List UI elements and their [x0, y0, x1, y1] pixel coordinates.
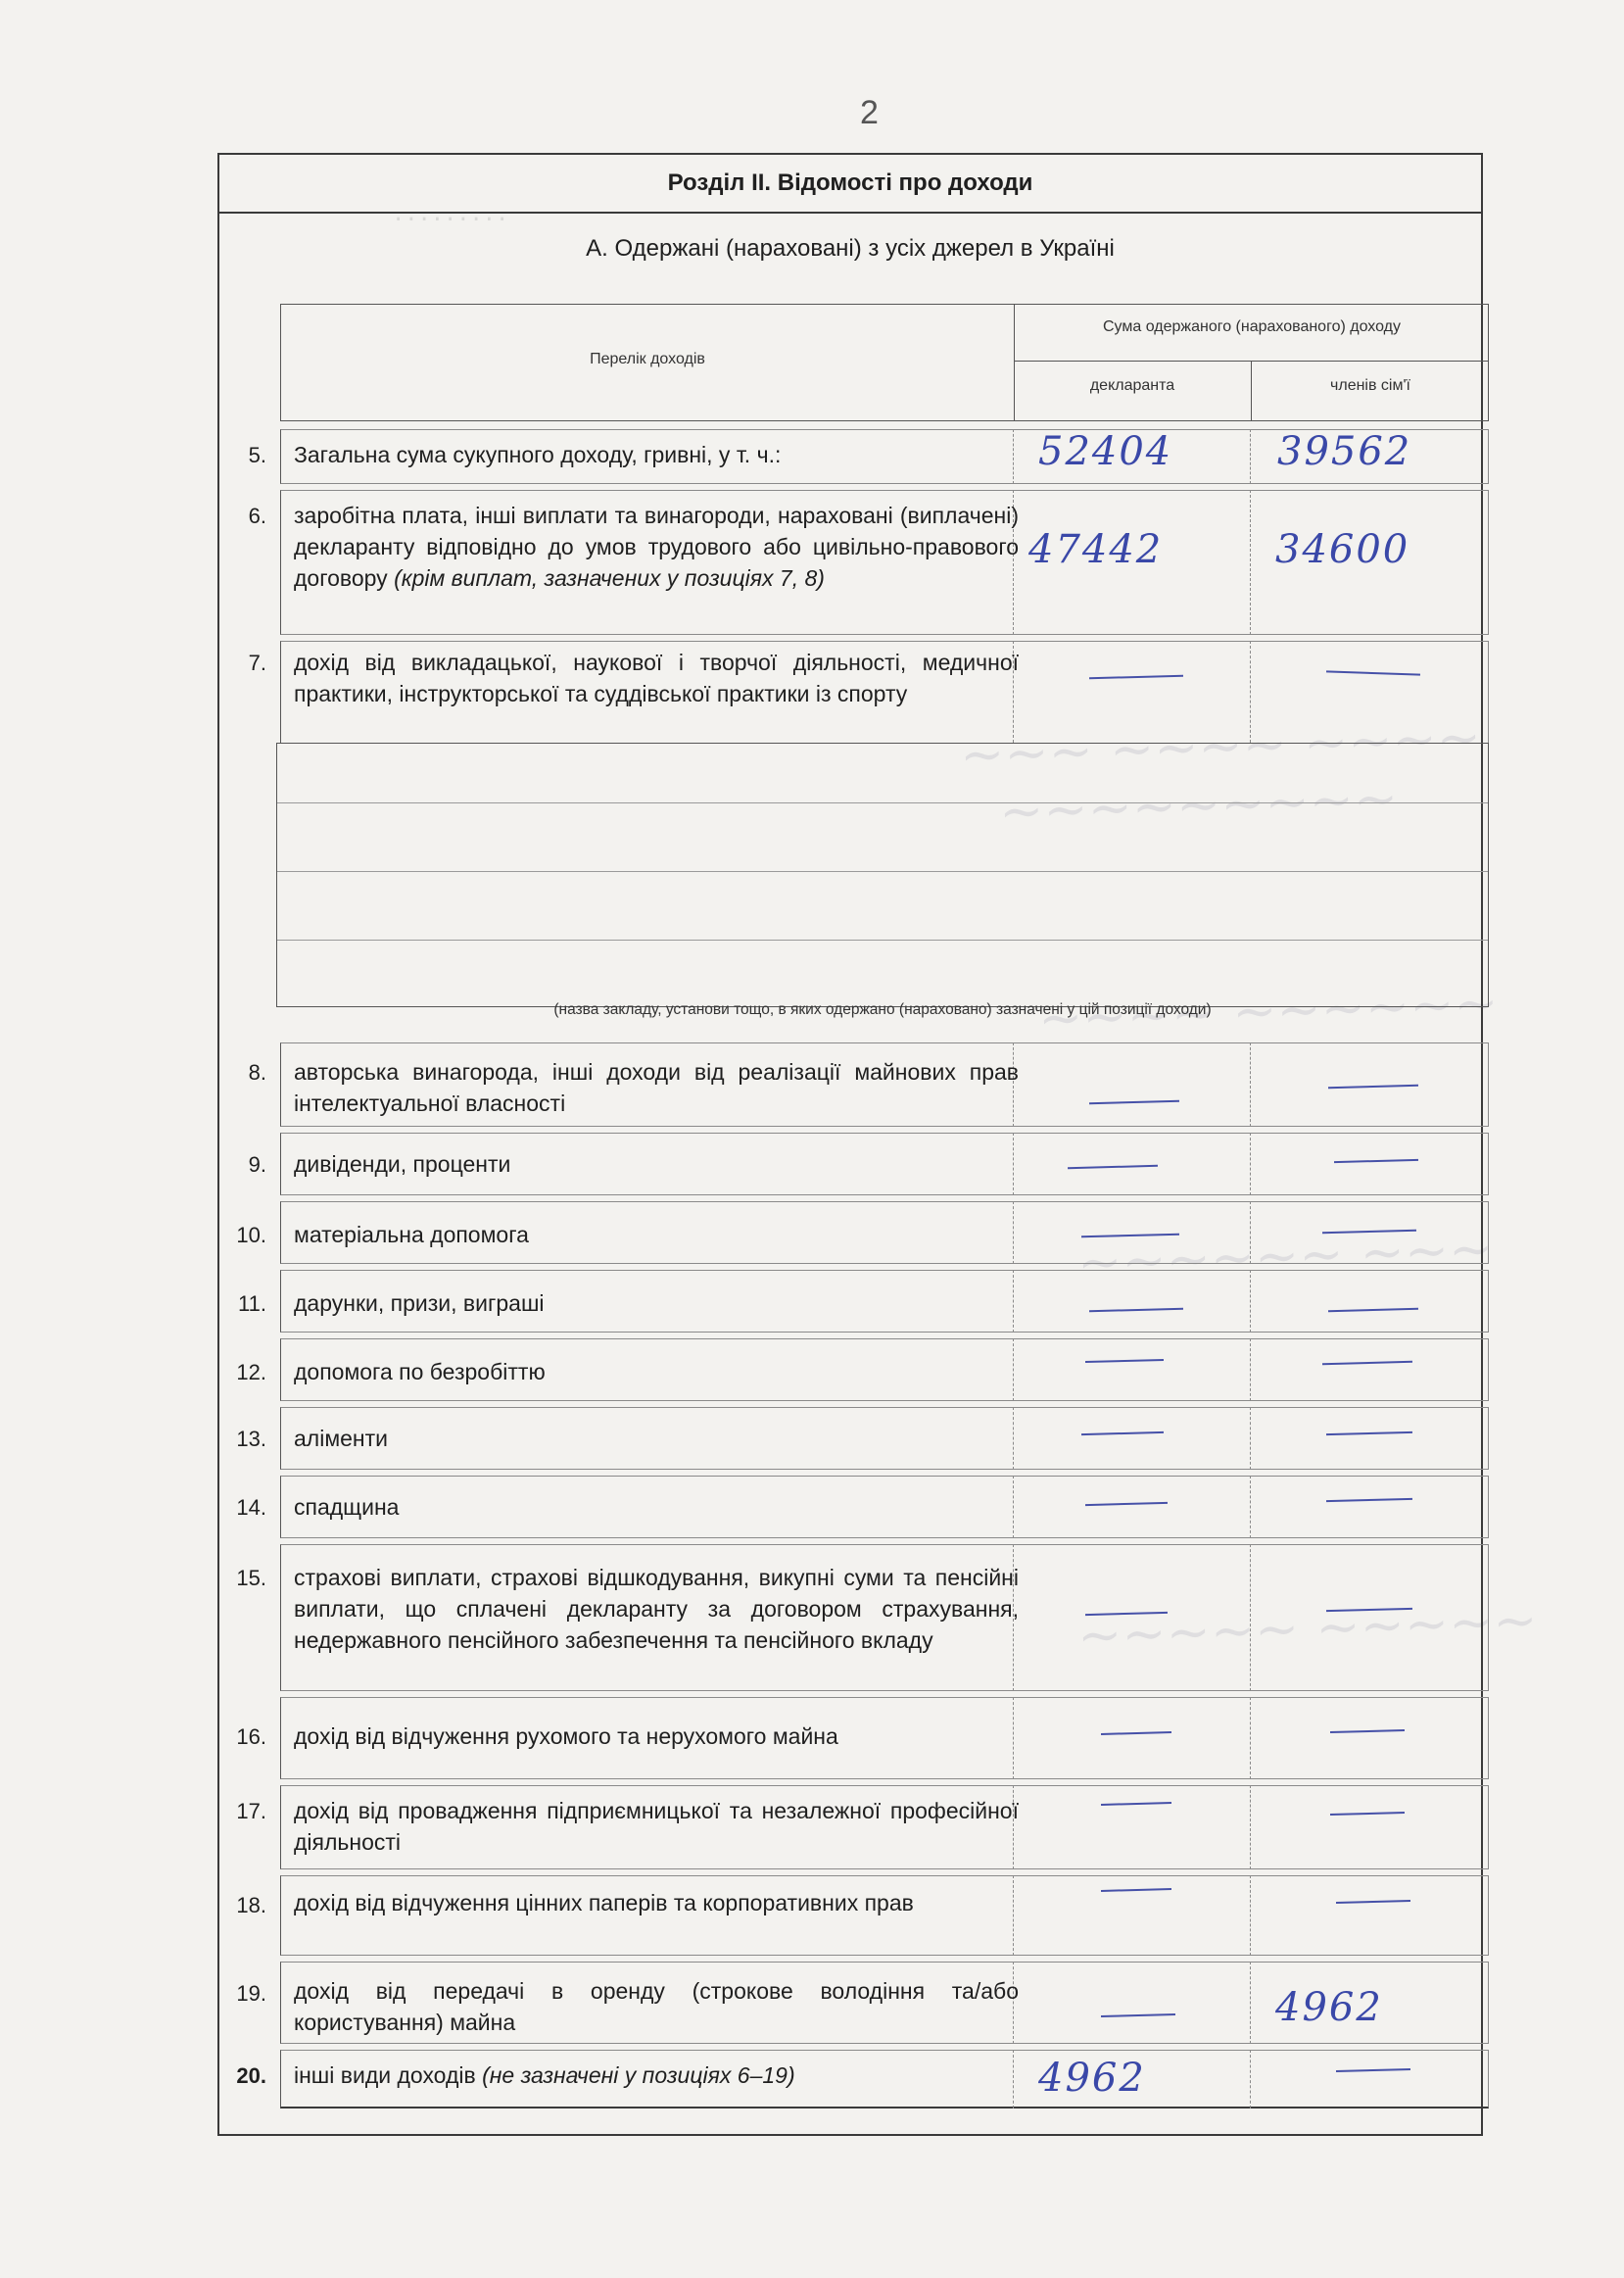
row-number: 13.	[236, 1427, 266, 1451]
section-title: Розділ ІІ. Відомості про доходи	[219, 155, 1481, 214]
table-row	[219, 1875, 1489, 1956]
row-label: спадщина	[294, 1494, 400, 1520]
col-sep	[1250, 1476, 1251, 1538]
row-label: дарунки, призи, виграші	[294, 1290, 545, 1316]
table-row	[219, 1338, 1489, 1401]
row-number: 6.	[248, 504, 266, 528]
table-row	[219, 1133, 1489, 1195]
col-sep	[1250, 1785, 1251, 1869]
bleed-through-handwriting: ~~~~ ~~~~~~	[1037, 971, 1500, 1050]
row-label-note: (не зазначені у позиціях 6–19)	[482, 2062, 795, 2088]
bleed-through-handwriting: ~~~~~ ~~~~~	[1076, 1588, 1539, 1668]
table-row	[219, 641, 1489, 743]
row-label: дивіденди, проценти	[294, 1151, 511, 1177]
amount-header: Сума одержаного (нарахованого) доходу	[1102, 318, 1401, 335]
col-sep	[1250, 1201, 1251, 1264]
col-sep	[1250, 490, 1251, 635]
table-header	[280, 304, 1489, 421]
col-sep	[1250, 429, 1251, 484]
col-sep	[1250, 1042, 1251, 1127]
row-label: матеріальна допомога	[294, 1222, 529, 1247]
row-number: 8.	[248, 1060, 266, 1085]
institution-line	[277, 802, 1488, 803]
row-number: 5.	[248, 443, 266, 467]
institution-line	[277, 871, 1488, 872]
col-sep	[1250, 1338, 1251, 1401]
table-row	[219, 1407, 1489, 1470]
family-value: 34600	[1275, 527, 1410, 572]
table-row	[219, 490, 1489, 635]
row-number: 7.	[248, 651, 266, 675]
institution-caption: (назва закладу, установи тощо, в яких одержано (нараховано) зазначені у цій позиції доходи)	[553, 1001, 1212, 1018]
row-label	[294, 500, 1019, 594]
row-number: 18.	[236, 1893, 266, 1917]
col-sep	[1250, 1407, 1251, 1470]
subsection-title: А. Одержані (нараховані) з усіх джерел в Україні	[586, 235, 1115, 262]
row-number: 12.	[236, 1360, 266, 1384]
col-sep	[1250, 1962, 1251, 2044]
table-row	[219, 1476, 1489, 1538]
family-value: 4962	[1275, 1985, 1383, 2030]
row-label: дохід від передачі в оренду (строкове володіння та/або користування) майна	[294, 1978, 1019, 2035]
row-number: 17.	[236, 1799, 266, 1823]
table-row	[219, 1697, 1489, 1779]
institution-name-box	[276, 743, 1489, 1007]
col-sep	[1250, 1875, 1251, 1956]
row-number: 9.	[248, 1152, 266, 1177]
row-label: дохід від відчуження рухомого та нерухомого майна	[294, 1723, 838, 1749]
row-label-text: заробітна плата, інші виплати та винагороди, нараховані (виплачені) декларанту відповідно до умов трудового або цивільно-правового договору	[294, 503, 1019, 591]
row-number: 14.	[236, 1495, 266, 1520]
row-label: дохід від провадження підприємницької та незалежної професійної діяльності	[294, 1798, 1019, 1855]
col-sep	[1250, 1270, 1251, 1333]
row-label: дохід від відчуження цінних паперів та корпоративних прав	[294, 1890, 914, 1915]
family-header: членів сім'ї	[1330, 377, 1410, 394]
declarant-value: 47442	[1028, 527, 1164, 572]
family-value: 39562	[1277, 429, 1412, 474]
declarant-header: декларанта	[1089, 377, 1175, 394]
table-row	[219, 1042, 1489, 1127]
bleed-through-handwriting: ~~~ ~~~~ ~~~~	[959, 705, 1482, 787]
bleed-through-text: ·········	[392, 208, 509, 232]
col-sep	[1250, 1544, 1251, 1691]
page-number: 2	[860, 94, 879, 131]
row-label: дохід від викладацької, наукової і творчої діяльності, медичної практики, інструкторської та суддівської практики із спорту	[294, 650, 1019, 706]
row-number: 10.	[236, 1223, 266, 1247]
row-label: аліменти	[294, 1426, 389, 1451]
row-number: 11.	[238, 1291, 266, 1316]
table-row	[219, 1962, 1489, 2044]
row-label: Загальна сума сукупного доходу, гривні, у т. ч.:	[294, 442, 782, 467]
bleed-through-handwriting: ~~~~~~~~~	[998, 766, 1400, 844]
declarant-value: 52404	[1038, 429, 1173, 474]
row-label: страхові виплати, страхові відшкодування, викупні суми та пенсійні виплати, що сплачені декларанту за договором страхування, недержавного пенсійного забезпечення та пенсійного вкладу	[294, 1565, 1019, 1653]
row-label-text: інші види доходів	[294, 2062, 476, 2088]
table-row	[219, 1785, 1489, 1869]
col-sep	[1250, 1697, 1251, 1779]
income-list-header: Перелік доходів	[590, 351, 705, 367]
col-sep	[1250, 1133, 1251, 1195]
row-number: 19.	[236, 1981, 266, 2006]
row-label: авторська винагорода, інші доходи від реалізації майнових прав інтелектуальної власності	[294, 1059, 1019, 1116]
bleed-through-handwriting: ~~~~~~ ~~~	[1076, 1217, 1495, 1294]
col-sep	[1250, 2050, 1251, 2108]
row-number: 16.	[236, 1724, 266, 1749]
declarant-value: 4962	[1038, 2056, 1146, 2101]
row-label	[294, 2060, 1019, 2091]
table-row	[219, 1544, 1489, 1691]
table-row	[219, 1270, 1489, 1333]
table-row	[219, 2050, 1489, 2108]
row-number: 20.	[236, 2063, 266, 2088]
table-row	[219, 429, 1489, 484]
row-label: допомога по безробіттю	[294, 1359, 546, 1384]
row-number: 15.	[236, 1566, 266, 1590]
table-row	[219, 1201, 1489, 1264]
row-label-note: (крім виплат, зазначених у позиціях 7, 8)	[394, 565, 825, 591]
col-sep	[1250, 641, 1251, 743]
institution-line	[277, 940, 1488, 941]
